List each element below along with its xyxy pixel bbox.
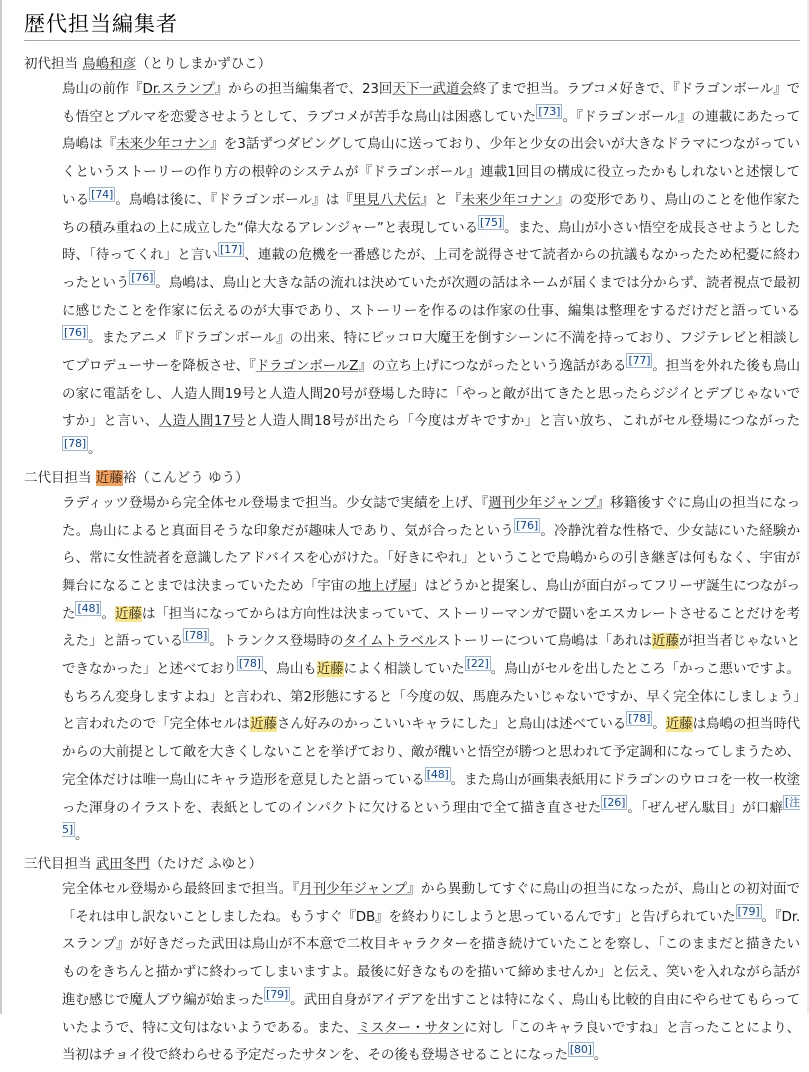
- citation-link[interactable]: [78]: [238, 657, 261, 671]
- editor-header: [24, 52, 800, 76]
- wiki-link[interactable]: 鳥嶋和彦: [82, 56, 137, 72]
- editor-description: [62, 490, 800, 850]
- citation-link[interactable]: [78]: [64, 437, 86, 451]
- citation-link[interactable]: [73]: [538, 104, 561, 118]
- citation-link[interactable]: [75]: [480, 215, 503, 229]
- wiki-link[interactable]: 月刊少年ジャンプ: [299, 880, 408, 897]
- section-divider: [24, 40, 800, 41]
- editor-header: [24, 852, 800, 876]
- text-run: 。: [652, 716, 666, 733]
- editor-entry-3: [24, 852, 800, 1070]
- citation-link[interactable]: [74]: [91, 187, 114, 201]
- text-run: 三代目担当: [24, 855, 96, 872]
- wiki-link[interactable]: 人造人間17号: [158, 413, 245, 430]
- text-run: ストーリーについて鳥嶋は「あれは: [436, 633, 653, 650]
- text-run: によく相談していた: [343, 661, 465, 678]
- text-run: と人造人間18号が出たら「今度はガキですか」と言い放ち、これがセル登場につながった: [245, 413, 800, 430]
- wiki-link[interactable]: 地上げ屋: [357, 577, 412, 594]
- citation-ref: [736, 904, 762, 919]
- editor-description: [62, 76, 800, 464]
- citation-ref: [129, 270, 155, 285]
- citation-link[interactable]: [48]: [77, 601, 100, 615]
- left-edge-border: [0, 0, 2, 1014]
- wiki-link[interactable]: 里見八犬伝: [352, 191, 421, 208]
- text-run: 。: [87, 441, 102, 458]
- text-run: に対し「このキャラ良いですね」と言ったことにより、当初はチョイ役で終わらせる予定だったサタンを、その後も登場させることになった: [62, 1019, 801, 1064]
- citation-link[interactable]: [79]: [266, 987, 289, 1001]
- editor-description: [62, 876, 800, 1070]
- citation-ref: [62, 325, 88, 340]
- text-run: （たけだ ふゆと）: [149, 855, 263, 872]
- text-run: 。鳥嶋は、鳥山と大きな話の流れは決めていたが次週の話はネームが届くまでは分からず、読者視点で最初に感じたことを作家に伝えるのが大事であり、ストーリーを作るのは作家の仕事、編集は整理をするだけだと語っている: [62, 274, 800, 319]
- editor-header: [24, 466, 800, 490]
- text-run: 」はどうかと提案し、鳥山が面白がってフリーザ誕生につながった: [62, 577, 801, 622]
- text-run: 』の立ち上げにつながったという逸話がある: [358, 358, 627, 375]
- citation-ref: [626, 353, 652, 368]
- citation-link[interactable]: [48]: [426, 767, 449, 781]
- text-run: 。: [75, 827, 89, 844]
- text-run: 。鳥嶋は後に、『ドラゴンボール』は『: [115, 191, 353, 208]
- text-run: 。トランクス登場時の: [209, 633, 344, 650]
- wiki-link[interactable]: ドラゴンボールZ: [255, 358, 359, 375]
- search-highlight: 近藤: [95, 469, 123, 486]
- text-run: 』から異動してすぐに鳥山の担当になったが、鳥山との初対面で「それは申し訳ないことしましたね。もうすぐ『DB』を終わりにしようと思っているんです」と告げられていた: [62, 880, 800, 925]
- text-run: ラディッツ登場から完全体セル登場まで担当。少女誌で実績を上げ、『: [62, 494, 489, 511]
- citation-link[interactable]: [注 5]: [62, 795, 800, 837]
- editor-entry-2: [24, 466, 800, 850]
- citation-link[interactable]: [78]: [628, 712, 651, 726]
- text-run: 』を3話ずつダビングして鳥山に送っており、少年と少女の出会いが大きなドラマにつながっていくというストーリーの作り方の根幹のシステムが『ドラゴンボール』連載1回目の構成に役立ったかもしれないと述懐している: [62, 136, 801, 208]
- citation-ref: [514, 518, 540, 533]
- text-run: 鳥山の前作『: [62, 81, 143, 97]
- wiki-link[interactable]: タイムトラベル: [343, 633, 437, 650]
- text-run: 。冷静沈着な性格で、少女誌にいた経験から、常に女性読者を意識したアドバイスを心がけた。「好きにやれ」ということで鳥嶋からの引き継ぎは何もなく、宇宙が舞台になることまでは決まっていたため「宇宙の: [62, 522, 800, 594]
- text-run: 。担当を外れた後も鳥山の家に電話をし、人造人間19号と人造人間20号が登場した時に「やっと敵が出てきたと思ったらジジイとデブじゃないですか」と言い、: [62, 358, 801, 430]
- wiki-link[interactable]: 天下一武道会: [392, 81, 473, 97]
- text-run: は「担当になってからは方向性は決まっていて、ストーリーマンガで闘いをエスカレートさせることだけを考えた」と語っている: [62, 605, 800, 650]
- text-run: さん好みのかっこいいキャラにした」と鳥山は述べている: [276, 716, 627, 733]
- text-run: 初代担当: [24, 56, 83, 72]
- text-run: 裕（こんどう ゆう）: [122, 469, 249, 486]
- search-highlight: 近藤: [665, 716, 693, 733]
- editor-entry-1: [24, 52, 800, 464]
- text-run: 。また、鳥山が小さい悟空を成長させようとした時、「待ってくれ」と言い: [62, 219, 801, 264]
- text-run: 。「ぜんぜん駄目」が口癖: [627, 799, 783, 816]
- citation-link[interactable]: [79]: [737, 904, 760, 918]
- wiki-link[interactable]: ミスター・サタン: [357, 1019, 465, 1036]
- citation-ref: [601, 795, 627, 810]
- search-highlight: 近藤: [250, 716, 277, 733]
- text-run: 』からの担当編集者で、23回: [214, 81, 393, 97]
- search-highlight: 近藤: [316, 661, 344, 678]
- citation-ref: [626, 711, 652, 726]
- text-run: 二代目担当: [24, 469, 96, 486]
- citation-link[interactable]: [76]: [131, 270, 154, 284]
- text-run: （とりしまかずひこ）: [136, 56, 272, 72]
- wiki-link[interactable]: Dr.スランプ: [142, 81, 215, 97]
- citation-ref: [237, 656, 263, 671]
- citation-ref: [218, 242, 244, 257]
- text-run: 』と『: [420, 191, 462, 208]
- text-run: 終了まで担当。ラブコメ好きで、『ドラゴンボール』でも悟空とブルマを恋愛させようとして、ラブコメが苦手な鳥山は困惑していた: [62, 81, 800, 125]
- text-run: は鳥嶋の担当時代からの大前提として敵を大きくしないことを挙げており、敵が醜いと悟空が勝つと思われて予定調和になってしまうため、完全体だけは唯一鳥山にキャラ造形を意見したと語っている: [62, 716, 801, 788]
- citation-link[interactable]: [80]: [569, 1043, 592, 1057]
- citation-ref: [478, 215, 504, 230]
- citation-ref: [183, 628, 209, 643]
- text-run: が担当者じゃないとできなかった」と述べており: [62, 633, 800, 678]
- text-run: 。: [593, 1047, 608, 1064]
- wiki-link[interactable]: 週刊少年ジャンプ: [488, 494, 597, 511]
- citation-ref: [264, 987, 290, 1002]
- citation-ref: [568, 1042, 594, 1057]
- text-run: 。またアニメ『ドラゴンボール』の出来、特にピッコロ大魔王を倒すシーンに不満を持っており、フジテレビと相談してプロデューサーを降板させ、『: [62, 330, 800, 375]
- citation-link[interactable]: [76]: [64, 326, 86, 340]
- citation-ref: [465, 656, 491, 671]
- citation-ref: [89, 187, 115, 202]
- text-run: 完全体セル登場から最終回まで担当。『: [62, 880, 300, 897]
- text-run: 、連載の危機を一番感じたが、上司を説得させて読者からの抗議もなかったため杞憂に終わったという: [62, 247, 801, 291]
- wiki-link[interactable]: 未来少年コナン: [461, 191, 556, 208]
- search-highlight: 近藤: [114, 605, 142, 622]
- search-highlight: 近藤: [652, 633, 679, 650]
- citation-link[interactable]: [76]: [516, 518, 538, 532]
- text-run: 。『Dr.スランプ』が好きだった武田は鳥山が不本意で二枚目キャラクターを描き続けていたことを察し、「このままだと描きたいものをきちんと描かずに終わってしまいますよ。最後に好きなものを描いて締めませんか」と伝え、笑いを入れながら話が進む感じで魔人ブウ編が始まった: [62, 908, 800, 1008]
- editor-list: [24, 52, 800, 1072]
- citation-ref: [536, 104, 562, 119]
- citation-link[interactable]: [78]: [185, 629, 208, 643]
- citation-ref: [62, 436, 88, 451]
- text-run: 。鳥山がセルを出したところ「かっこ悪いですよ。もちろん変身しますよね」と言われ、第2形態にすると「今度の奴、馬鹿みたいじゃないですか、早く完全体にしましょう」と言われたので「完全体セルは: [62, 661, 800, 733]
- text-run: 。: [101, 605, 115, 622]
- wiki-link[interactable]: 未来少年コナン: [116, 136, 211, 153]
- citation-link[interactable]: [17]: [220, 243, 242, 257]
- text-run: 、鳥山も: [262, 661, 317, 678]
- citation-link[interactable]: [26]: [603, 795, 626, 809]
- section-title: 歴代担当編集者: [24, 12, 178, 36]
- text-run: 』移籍後すぐに鳥山の担当になった。鳥山によると真面目そうな印象だが趣味人であり、気が合ったという: [62, 494, 801, 539]
- citation-link[interactable]: [22]: [466, 657, 489, 671]
- text-run: 』の変形であり、鳥山のことを他作家たちの積み重ねの上に成立した“偉大なるアレンジャー”と表現している: [62, 191, 801, 236]
- citation-ref: [425, 767, 451, 782]
- wiki-link[interactable]: 武田冬門: [95, 855, 150, 872]
- citation-link[interactable]: [77]: [628, 354, 651, 368]
- text-run: 。また鳥山が画集表紙用にドラゴンのウロコを一枚一枚塗った渾身のイラストを、表紙としてのインパクトに欠けるという理由で全て描き直させた: [62, 771, 800, 816]
- text-run: 。『ドラゴンボール』の連載にあたって鳥嶋は『: [62, 108, 801, 153]
- text-run: 。武田自身がアイデアを出すことは特になく、鳥山も比較的自由にやらせてもらっていたようで、特に文句はないようである。また、: [62, 991, 800, 1036]
- citation-ref: [75, 601, 101, 616]
